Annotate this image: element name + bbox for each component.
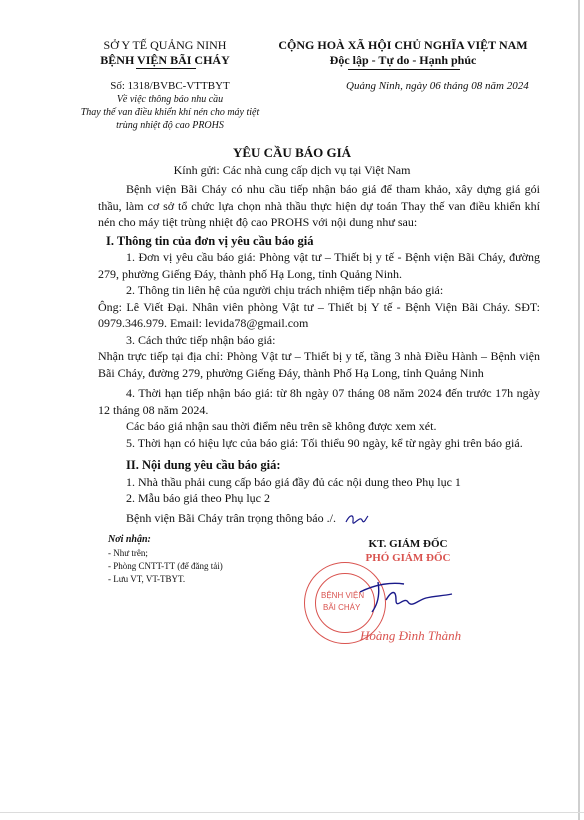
initial-signature-mark bbox=[344, 512, 370, 526]
signature-title-2: PHÓ GIÁM ĐỐC bbox=[365, 552, 451, 564]
body-content bbox=[98, 181, 540, 526]
recipient-3: - Lưu VT, VT-TBYT. bbox=[108, 574, 186, 584]
subject-line-1: Về việc thông báo nhu cầu bbox=[116, 94, 224, 105]
signature-title-1: KT. GIÁM ĐỐC bbox=[368, 538, 448, 550]
header-left-underline bbox=[136, 68, 196, 69]
page-edge-right bbox=[578, 0, 580, 820]
section-2-item-1: 1. Nhà thầu phải cung cấp báo giá đầy đủ các nội dung theo Phụ lục 1 bbox=[126, 474, 461, 489]
section-2-heading: II. Nội dung yêu cầu báo giá: bbox=[126, 458, 281, 472]
header-country: CỘNG HOÀ XÃ HỘI CHỦ NGHĨA VIỆT NAM bbox=[278, 38, 528, 52]
closing-line: Bệnh viện Bãi Cháy trân trọng thông báo ./. bbox=[126, 510, 336, 525]
recipient-1: - Như trên; bbox=[108, 548, 148, 558]
stamp-text-2: BÃI CHÁY bbox=[323, 603, 361, 612]
section-1-item-4-note: Các báo giá nhận sau thời điểm nêu trên sẽ không được xem xét. bbox=[126, 419, 437, 433]
section-1-heading: I. Thông tin của đơn vị yêu cầu báo giá bbox=[106, 233, 314, 248]
page-edge-bottom bbox=[0, 812, 584, 813]
header-motto: Độc lập - Tự do - Hạnh phúc bbox=[329, 53, 477, 67]
header-ministry: SỞ Y TẾ QUẢNG NINH bbox=[103, 38, 227, 52]
doc-number: Số: 1318/BVBC-VTTBYT bbox=[110, 80, 230, 92]
header-hospital: BỆNH VIỆN BÃI CHÁY bbox=[100, 53, 230, 67]
document-title: YÊU CẦU BÁO GIÁ bbox=[232, 145, 352, 160]
header-right-underline bbox=[348, 69, 460, 70]
section-1-item-3: 3. Cách thức tiếp nhận báo giá: bbox=[126, 332, 276, 347]
section-1-item-2-detail: Ông: Lê Viết Đại. Nhân viên phòng Vật tư – Thiết bị Y tế - Bệnh Viện Bãi Cháy. SĐT: 0979.346.979. Email: levida78@gmail.com bbox=[98, 299, 540, 330]
subject-line-3: trùng nhiệt độ cao PROHS bbox=[116, 120, 224, 131]
section-1-item-2: 2. Thông tin liên hệ của người chịu trách nhiệm tiếp nhận báo giá: bbox=[126, 283, 444, 297]
section-1-item-1: 1. Đơn vị yêu cầu báo giá: Phòng vật tư – Thiết bị y tế - Bệnh viện Bãi Cháy, đường 279, phường Giếng Đáy, thành phố Hạ Long, tỉnh Quảng Ninh. bbox=[98, 250, 540, 281]
recipients-heading: Nơi nhận: bbox=[108, 534, 151, 545]
subject-line-2: Thay thế van điều khiển khí nén cho máy tiệt bbox=[80, 107, 260, 118]
intro-paragraph: Bệnh viện Bãi Cháy có nhu cầu tiếp nhận báo giá để tham khảo, xây dựng giá gói thầu, làm cơ sở tổ chức lựa chọn nhà thầu thực hiện dự toán Thay thế van điều khiển khí nén cho máy tiệt trùng nhiệt độ cao PROHS với nội dung như sau: bbox=[98, 182, 540, 229]
section-1-item-4: 4. Thời hạn tiếp nhận báo giá: từ 8h ngày 07 tháng 08 năm 2024 đến trước 17h ngày 12 tháng 08 năm 2024. bbox=[98, 386, 540, 417]
section-2-item-2: 2. Mẫu báo giá theo Phụ lục 2 bbox=[126, 491, 270, 505]
recipient-2: - Phòng CNTT-TT (để đăng tải) bbox=[108, 561, 223, 571]
document-date: Quảng Ninh, ngày 06 tháng 08 năm 2024 bbox=[346, 80, 529, 92]
recipient-line: Kính gửi: Các nhà cung cấp dịch vụ tại Việt Nam bbox=[173, 163, 411, 177]
section-1-item-3-detail: Nhận trực tiếp tại địa chỉ: Phòng Vật tư – Thiết bị y tế, tầng 3 nhà Điều Hành – Bệnh viện Bãi Cháy, đường 279, phường Giếng Đáy, thành Phố Hạ Long, tỉnh Quảng Ninh bbox=[98, 349, 540, 380]
signer-name: Hoàng Đình Thành bbox=[360, 628, 462, 643]
section-1-item-5: 5. Thời hạn có hiệu lực của báo giá: Tối thiểu 90 ngày, kể từ ngày ghi trên báo giá. bbox=[126, 435, 523, 450]
stamp-text-1: BỆNH VIỆN bbox=[321, 591, 365, 600]
handwritten-signature bbox=[356, 570, 456, 620]
